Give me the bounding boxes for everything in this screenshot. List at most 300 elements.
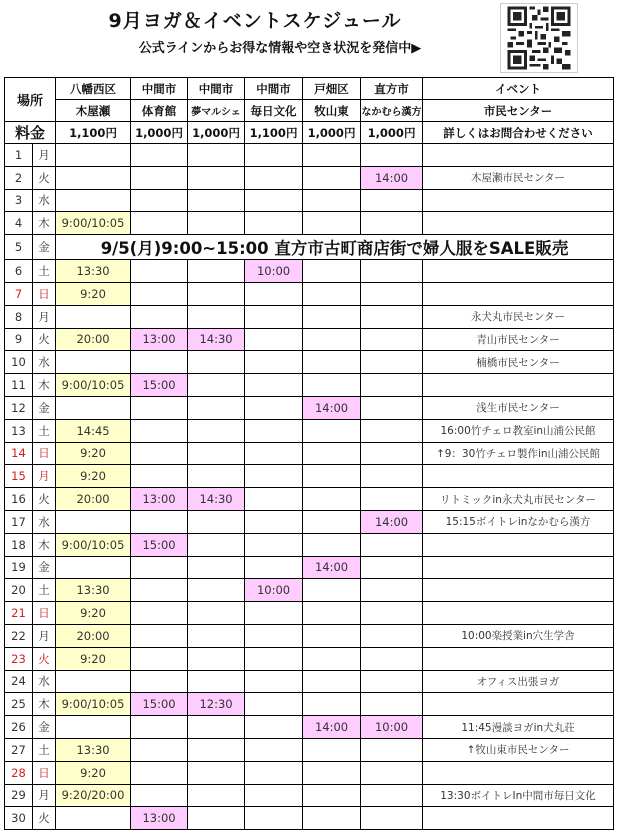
class-time-cell [245, 465, 303, 488]
weekday-cell: 水 [33, 670, 56, 693]
class-time-cell [303, 260, 361, 283]
class-time-cell [56, 305, 131, 328]
class-time-cell [188, 166, 245, 189]
day-row [5, 784, 614, 807]
class-time-cell: 9:20 [56, 465, 131, 488]
day-row [5, 328, 614, 351]
class-time-cell [131, 556, 188, 579]
place-label: 場所 [5, 78, 56, 122]
class-time-cell [361, 556, 423, 579]
class-time-cell [303, 305, 361, 328]
class-time-cell [188, 716, 245, 739]
class-time-cell [56, 556, 131, 579]
weekday-cell: 土 [33, 579, 56, 602]
weekday-cell: 日 [33, 602, 56, 625]
venue-name: 牧山東 [303, 100, 361, 122]
class-time-cell [303, 351, 361, 374]
date-cell: 23 [5, 647, 33, 670]
class-time-cell [303, 784, 361, 807]
class-time-cell [131, 761, 188, 784]
class-time-cell [303, 328, 361, 351]
fee-label: 料金 [5, 122, 56, 144]
class-time-cell [361, 693, 423, 716]
class-time-cell [245, 670, 303, 693]
class-time-cell [56, 716, 131, 739]
class-time-cell: 14:00 [303, 556, 361, 579]
day-row [5, 670, 614, 693]
class-time-cell [245, 212, 303, 235]
weekday-cell: 土 [33, 419, 56, 442]
class-time-cell [131, 396, 188, 419]
class-time-cell [56, 396, 131, 419]
page-title: 9月ヨガ＆イベントスケジュール [108, 10, 402, 32]
class-time-cell [245, 442, 303, 465]
date-cell: 5 [5, 235, 33, 260]
class-time-cell: 9:20 [56, 282, 131, 305]
date-cell: 30 [5, 807, 33, 830]
event-cell: 16:00竹チェロ教室in山浦公民館 [423, 419, 614, 442]
class-time-cell [303, 144, 361, 167]
event-cell [423, 282, 614, 305]
class-time-cell [56, 351, 131, 374]
event-cell [423, 602, 614, 625]
class-time-cell [361, 144, 423, 167]
class-time-cell [361, 328, 423, 351]
class-time-cell: 9:00/10:05 [56, 374, 131, 397]
weekday-cell: 日 [33, 442, 56, 465]
class-time-cell [303, 419, 361, 442]
class-time-cell [56, 144, 131, 167]
class-time-cell [56, 807, 131, 830]
class-time-cell [245, 693, 303, 716]
schedule-table [4, 77, 614, 830]
class-time-cell [188, 189, 245, 212]
weekday-cell: 火 [33, 647, 56, 670]
date-cell: 19 [5, 556, 33, 579]
weekday-cell: 金 [33, 235, 56, 260]
date-cell: 3 [5, 189, 33, 212]
venue-area: 中間市 [188, 78, 245, 100]
venue-name: 夢マルシェ [188, 100, 245, 122]
day-row [5, 305, 614, 328]
class-time-cell: 14:00 [303, 396, 361, 419]
class-time-cell [245, 351, 303, 374]
event-cell [423, 647, 614, 670]
class-time-cell: 9:20 [56, 442, 131, 465]
venue-fee: 1,000円 [131, 122, 188, 144]
weekday-cell: 火 [33, 328, 56, 351]
class-time-cell [303, 670, 361, 693]
weekday-cell: 火 [33, 488, 56, 511]
event-cell [423, 374, 614, 397]
venue-area: 戸畑区 [303, 78, 361, 100]
class-time-cell [188, 670, 245, 693]
class-time-cell: 15:00 [131, 693, 188, 716]
class-time-cell [245, 784, 303, 807]
class-time-cell [131, 738, 188, 761]
class-time-cell [188, 212, 245, 235]
class-time-cell [361, 465, 423, 488]
date-cell: 22 [5, 624, 33, 647]
date-cell: 27 [5, 738, 33, 761]
class-time-cell [245, 488, 303, 511]
class-time-cell [131, 670, 188, 693]
class-time-cell: 13:00 [131, 807, 188, 830]
class-time-cell [303, 624, 361, 647]
weekday-cell: 木 [33, 533, 56, 556]
event-cell: 楠橋市民センター [423, 351, 614, 374]
weekday-cell: 土 [33, 260, 56, 283]
event-cell: 浅生市民センター [423, 396, 614, 419]
class-time-cell: 13:00 [131, 488, 188, 511]
day-row [5, 510, 614, 533]
class-time-cell: 14:30 [188, 328, 245, 351]
date-cell: 9 [5, 328, 33, 351]
class-time-cell [361, 807, 423, 830]
event-cell [423, 693, 614, 716]
event-cell: ↑9：30竹チェロ製作in山浦公民館 [423, 442, 614, 465]
event-cell: 11:45漫談ヨガin犬丸荘 [423, 716, 614, 739]
class-time-cell [131, 260, 188, 283]
day-row [5, 579, 614, 602]
class-time-cell [303, 374, 361, 397]
weekday-cell: 月 [33, 624, 56, 647]
event-cell: 10:00楽授業in穴生学舎 [423, 624, 614, 647]
class-time-cell [245, 624, 303, 647]
class-time-cell [361, 419, 423, 442]
event-fee-note: 詳しくはお問合わせください [423, 122, 614, 144]
date-cell: 21 [5, 602, 33, 625]
banner-row [5, 235, 614, 260]
class-time-cell [131, 602, 188, 625]
class-time-cell [245, 738, 303, 761]
day-row [5, 488, 614, 511]
weekday-cell: 水 [33, 351, 56, 374]
class-time-cell [188, 807, 245, 830]
date-cell: 17 [5, 510, 33, 533]
qr-code-icon[interactable] [500, 3, 578, 73]
class-time-cell [188, 761, 245, 784]
day-row [5, 166, 614, 189]
date-cell: 12 [5, 396, 33, 419]
venue-area: 中間市 [245, 78, 303, 100]
class-time-cell: 9:00/10:05 [56, 693, 131, 716]
class-time-cell [188, 624, 245, 647]
weekday-cell: 金 [33, 396, 56, 419]
class-time-cell [361, 670, 423, 693]
class-time-cell [361, 374, 423, 397]
weekday-cell: 月 [33, 465, 56, 488]
event-cell: リトミックin永犬丸市民センター [423, 488, 614, 511]
class-time-cell [361, 305, 423, 328]
class-time-cell [245, 602, 303, 625]
class-time-cell [245, 305, 303, 328]
class-time-cell: 9:20 [56, 761, 131, 784]
event-cell: ↑牧山東市民センター [423, 738, 614, 761]
class-time-cell [361, 579, 423, 602]
event-cell: 青山市民センター [423, 328, 614, 351]
class-time-cell [245, 533, 303, 556]
event-subheader: 市民センター [423, 100, 614, 122]
class-time-cell [303, 442, 361, 465]
class-time-cell [245, 396, 303, 419]
class-time-cell [188, 374, 245, 397]
class-time-cell [188, 282, 245, 305]
class-time-cell [188, 647, 245, 670]
class-time-cell [188, 533, 245, 556]
class-time-cell [131, 579, 188, 602]
venue-name: 体育館 [131, 100, 188, 122]
page-subtitle: 公式ラインからお得な情報や空き状況を発信中▶ [138, 41, 422, 56]
class-time-cell [361, 533, 423, 556]
class-time-cell: 14:00 [361, 510, 423, 533]
class-time-cell [131, 166, 188, 189]
class-time-cell [303, 579, 361, 602]
event-cell [423, 189, 614, 212]
class-time-cell [303, 761, 361, 784]
date-cell: 7 [5, 282, 33, 305]
event-cell [423, 465, 614, 488]
class-time-cell [303, 647, 361, 670]
class-time-cell: 14:45 [56, 419, 131, 442]
class-time-cell [188, 396, 245, 419]
class-time-cell [188, 442, 245, 465]
venue-name: なかむら漢方 [361, 100, 423, 122]
day-row [5, 282, 614, 305]
day-row [5, 624, 614, 647]
header-row-area [5, 78, 614, 100]
class-time-cell [245, 716, 303, 739]
class-time-cell: 14:00 [361, 166, 423, 189]
venue-area: 直方市 [361, 78, 423, 100]
class-time-cell: 10:00 [245, 260, 303, 283]
class-time-cell [188, 556, 245, 579]
class-time-cell [361, 784, 423, 807]
class-time-cell [361, 260, 423, 283]
class-time-cell: 12:30 [188, 693, 245, 716]
date-cell: 11 [5, 374, 33, 397]
class-time-cell [188, 784, 245, 807]
weekday-cell: 金 [33, 556, 56, 579]
class-time-cell [245, 328, 303, 351]
weekday-cell: 火 [33, 807, 56, 830]
weekday-cell: 水 [33, 510, 56, 533]
fee-row [5, 122, 614, 144]
class-time-cell [131, 624, 188, 647]
class-time-cell [361, 738, 423, 761]
class-time-cell [245, 556, 303, 579]
class-time-cell [303, 488, 361, 511]
event-cell [423, 807, 614, 830]
class-time-cell [131, 716, 188, 739]
header-row-venue [5, 100, 614, 122]
class-time-cell [303, 510, 361, 533]
class-time-cell: 15:00 [131, 374, 188, 397]
class-time-cell: 9:20 [56, 602, 131, 625]
class-time-cell [56, 189, 131, 212]
venue-fee: 1,100円 [56, 122, 131, 144]
class-time-cell: 9:20 [56, 647, 131, 670]
day-row [5, 716, 614, 739]
day-row [5, 556, 614, 579]
event-cell [423, 533, 614, 556]
class-time-cell [303, 166, 361, 189]
class-time-cell: 20:00 [56, 328, 131, 351]
event-cell: オフィス出張ヨガ [423, 670, 614, 693]
event-cell [423, 556, 614, 579]
class-time-cell [245, 189, 303, 212]
class-time-cell [131, 442, 188, 465]
date-cell: 25 [5, 693, 33, 716]
date-cell: 1 [5, 144, 33, 167]
weekday-cell: 月 [33, 305, 56, 328]
class-time-cell [188, 351, 245, 374]
date-cell: 8 [5, 305, 33, 328]
weekday-cell: 月 [33, 784, 56, 807]
class-time-cell [188, 510, 245, 533]
class-time-cell [188, 738, 245, 761]
class-time-cell [361, 602, 423, 625]
class-time-cell [303, 807, 361, 830]
day-row [5, 374, 614, 397]
event-cell: 木屋瀬市民センター [423, 166, 614, 189]
class-time-cell [245, 144, 303, 167]
class-time-cell [361, 488, 423, 511]
weekday-cell: 金 [33, 716, 56, 739]
venue-name: 木屋瀬 [56, 100, 131, 122]
class-time-cell [56, 166, 131, 189]
class-time-cell [245, 647, 303, 670]
class-time-cell [188, 144, 245, 167]
event-header: イベント [423, 78, 614, 100]
venue-fee: 1,000円 [188, 122, 245, 144]
class-time-cell: 9:00/10:05 [56, 533, 131, 556]
sale-announcement: 9/5(月)9:00~15:00 直方市古町商店街で婦人服をSALE販売 [56, 235, 614, 260]
venue-area: 中間市 [131, 78, 188, 100]
class-time-cell [131, 784, 188, 807]
day-row [5, 533, 614, 556]
weekday-cell: 日 [33, 282, 56, 305]
class-time-cell [361, 212, 423, 235]
event-cell [423, 212, 614, 235]
class-time-cell [245, 282, 303, 305]
class-time-cell [131, 305, 188, 328]
class-time-cell [188, 260, 245, 283]
day-row [5, 260, 614, 283]
class-time-cell: 10:00 [361, 716, 423, 739]
class-time-cell [188, 602, 245, 625]
weekday-cell: 日 [33, 761, 56, 784]
class-time-cell [131, 189, 188, 212]
event-cell [423, 144, 614, 167]
day-row [5, 442, 614, 465]
class-time-cell [131, 144, 188, 167]
date-cell: 13 [5, 419, 33, 442]
venue-area: 八幡西区 [56, 78, 131, 100]
day-row [5, 693, 614, 716]
venue-name: 毎日文化 [245, 100, 303, 122]
weekday-cell: 木 [33, 693, 56, 716]
class-time-cell [303, 465, 361, 488]
day-row [5, 738, 614, 761]
class-time-cell: 13:30 [56, 579, 131, 602]
class-time-cell [188, 465, 245, 488]
class-time-cell [188, 419, 245, 442]
class-time-cell [56, 510, 131, 533]
class-time-cell [361, 647, 423, 670]
class-time-cell: 13:30 [56, 260, 131, 283]
venue-fee: 1,100円 [245, 122, 303, 144]
day-row [5, 602, 614, 625]
venue-fee: 1,000円 [303, 122, 361, 144]
class-time-cell [245, 761, 303, 784]
date-cell: 14 [5, 442, 33, 465]
class-time-cell: 20:00 [56, 624, 131, 647]
class-time-cell [245, 374, 303, 397]
class-time-cell [56, 670, 131, 693]
date-cell: 16 [5, 488, 33, 511]
date-cell: 28 [5, 761, 33, 784]
weekday-cell: 土 [33, 738, 56, 761]
class-time-cell [303, 738, 361, 761]
class-time-cell: 14:30 [188, 488, 245, 511]
weekday-cell: 火 [33, 166, 56, 189]
class-time-cell [131, 647, 188, 670]
venue-fee: 1,000円 [361, 122, 423, 144]
class-time-cell [245, 419, 303, 442]
class-time-cell [303, 282, 361, 305]
class-time-cell [361, 442, 423, 465]
day-row [5, 189, 614, 212]
date-cell: 26 [5, 716, 33, 739]
class-time-cell [361, 351, 423, 374]
class-time-cell [131, 282, 188, 305]
class-time-cell [303, 602, 361, 625]
class-time-cell [188, 305, 245, 328]
date-cell: 20 [5, 579, 33, 602]
class-time-cell [303, 693, 361, 716]
day-row [5, 144, 614, 167]
class-time-cell: 20:00 [56, 488, 131, 511]
date-cell: 2 [5, 166, 33, 189]
day-row [5, 396, 614, 419]
class-time-cell [303, 189, 361, 212]
date-cell: 4 [5, 212, 33, 235]
day-row [5, 647, 614, 670]
class-time-cell [245, 510, 303, 533]
event-cell [423, 260, 614, 283]
class-time-cell: 9:20/20:00 [56, 784, 131, 807]
day-row [5, 465, 614, 488]
class-time-cell [361, 189, 423, 212]
date-cell: 10 [5, 351, 33, 374]
date-cell: 6 [5, 260, 33, 283]
weekday-cell: 月 [33, 144, 56, 167]
class-time-cell [245, 807, 303, 830]
class-time-cell [131, 465, 188, 488]
class-time-cell: 14:00 [303, 716, 361, 739]
event-cell: 13:30ボイトレIn中間市毎日文化 [423, 784, 614, 807]
class-time-cell [131, 510, 188, 533]
date-cell: 24 [5, 670, 33, 693]
weekday-cell: 木 [33, 374, 56, 397]
event-cell [423, 579, 614, 602]
weekday-cell: 水 [33, 189, 56, 212]
class-time-cell [361, 282, 423, 305]
class-time-cell [131, 419, 188, 442]
event-cell: 永犬丸市民センター [423, 305, 614, 328]
day-row [5, 761, 614, 784]
